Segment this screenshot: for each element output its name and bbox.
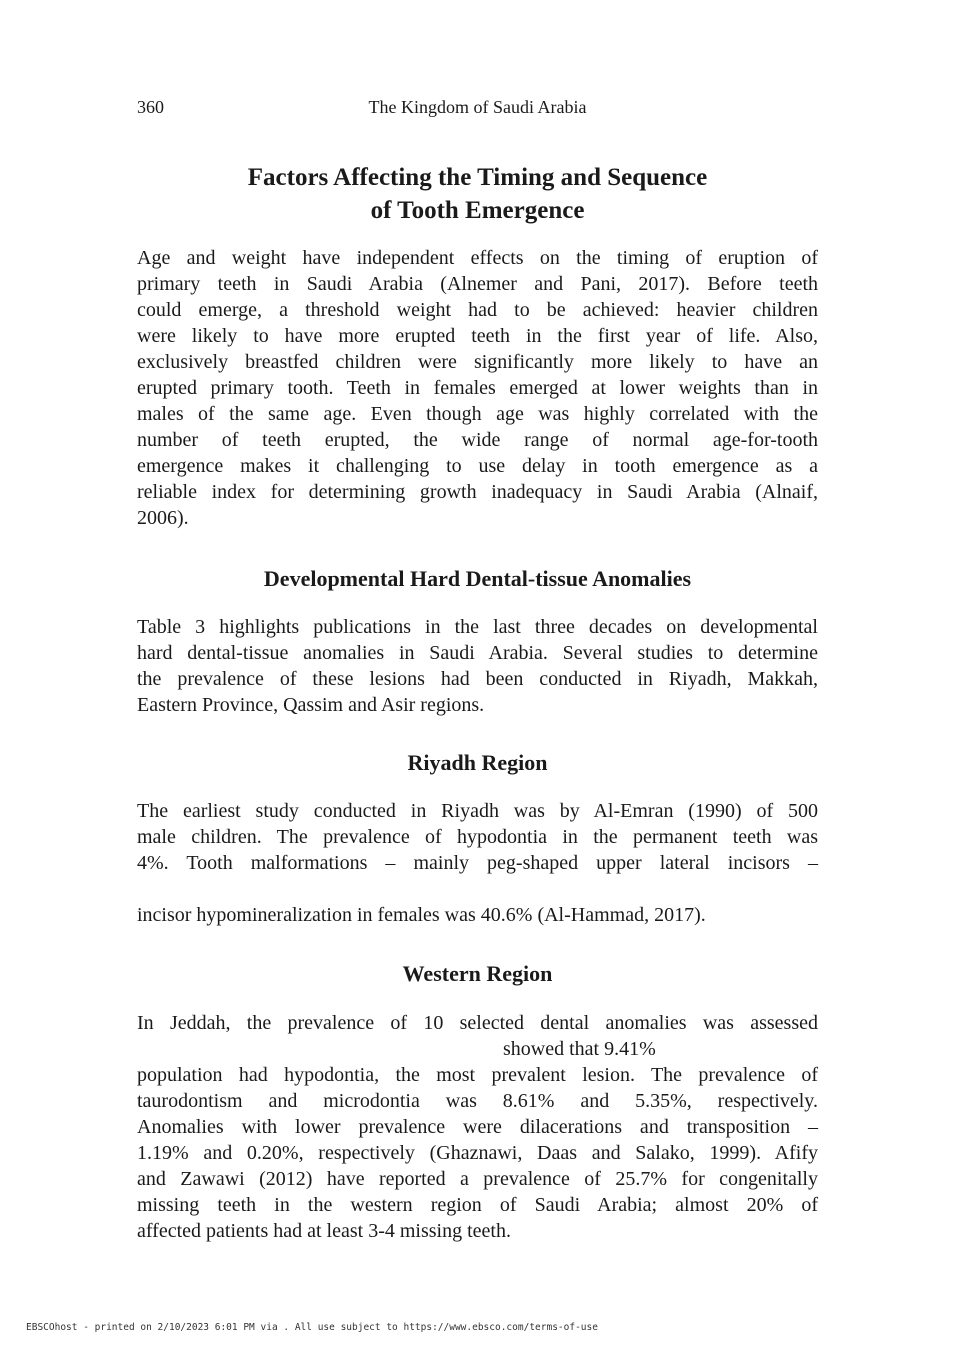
text-line: number of teeth erupted, the wide range of normal age-for-tooth [137,429,818,451]
text-line: could emerge, a threshold weight had to be achieved: heavier children [137,299,818,321]
text-line: males of the same age. Even though age was highly correlated with the [137,403,818,425]
text-line: the prevalence of these lesions had been conducted in Riyadh, Makkah, [137,668,818,690]
text-line: 1.19% and 0.20%, respectively (Ghaznawi, Daas and Salako, 1999). Afify [137,1142,818,1164]
text-line: male children. The prevalence of hypodontia in the permanent teeth was [137,826,818,848]
heading-riyadh-region: Riyadh Region [407,750,548,775]
paragraph-riyadh-region [137,798,818,876]
text-line: reliable index for determining growth inadequacy in Saudi Arabia (Alnaif, [137,481,818,503]
running-title: The Kingdom of Saudi Arabia [368,97,587,117]
text-line: 2006). [137,507,189,529]
text-line: showed that 9.41% [503,1038,656,1060]
text-line: In Jeddah, the prevalence of 10 selected dental anomalies was assessed [137,1012,818,1034]
text-line: 4%. Tooth malformations – mainly peg-shaped upper lateral incisors – [137,852,818,874]
text-line: erupted primary tooth. Teeth in females emerged at lower weights than in [137,377,818,399]
paragraph-riyadh-continuation [137,902,818,928]
text-line: incisor hypomineralization in females was 40.6% (Al-Hammad, 2017). [137,904,706,926]
paragraph-western-region [137,1010,818,1244]
text-line: were likely to have more erupted teeth in the first year of life. Also, [137,325,818,347]
section-title-line-2: of Tooth Emergence [370,197,585,224]
text-line: Eastern Province, Qassim and Asir regions. [137,694,485,716]
text-line: and Zawawi (2012) have reported a prevalence of 25.7% for congenitally [137,1168,818,1190]
text-line: population had hypodontia, the most prevalent lesion. The prevalence of [137,1064,818,1086]
paragraph-tooth-emergence [137,245,818,531]
page-number: 360 [137,97,164,117]
text-line: missing teeth in the western region of Saudi Arabia; almost 20% of [137,1194,818,1216]
text-line: primary teeth in Saudi Arabia (Alnemer and Pani, 2017). Before teeth [137,273,818,295]
text-line: The earliest study conducted in Riyadh was by Al-Emran (1990) of 500 [137,800,818,822]
text-line: Table 3 highlights publications in the last three decades on developmental [137,616,818,638]
text-line: taurodontism and microdontia was 8.61% and 5.35%, respectively. [137,1090,818,1112]
text-line: Anomalies with lower prevalence were dilacerations and transposition – [137,1116,818,1138]
text-line: emergence makes it challenging to use delay in tooth emergence as a [137,455,818,477]
heading-western-region: Western Region [402,961,553,986]
ebscohost-footer: EBSCOhost - printed on 2/10/2023 6:01 PM via . All use subject to https://www.ebsco.com/terms-of-use [26,1322,598,1333]
text-line: Age and weight have independent effects on the timing of eruption of [137,247,818,269]
text-line: affected patients had at least 3-4 missing teeth. [137,1220,511,1242]
text-line: hard dental-tissue anomalies in Saudi Arabia. Several studies to determine [137,642,818,664]
paragraph-developmental-anomalies [137,614,818,718]
heading-developmental-anomalies: Developmental Hard Dental-tissue Anomalies [263,566,692,591]
text-line: exclusively breastfed children were significantly more likely to have an [137,351,818,373]
section-title-line-1: Factors Affecting the Timing and Sequence [247,164,708,191]
section-title [137,161,818,227]
